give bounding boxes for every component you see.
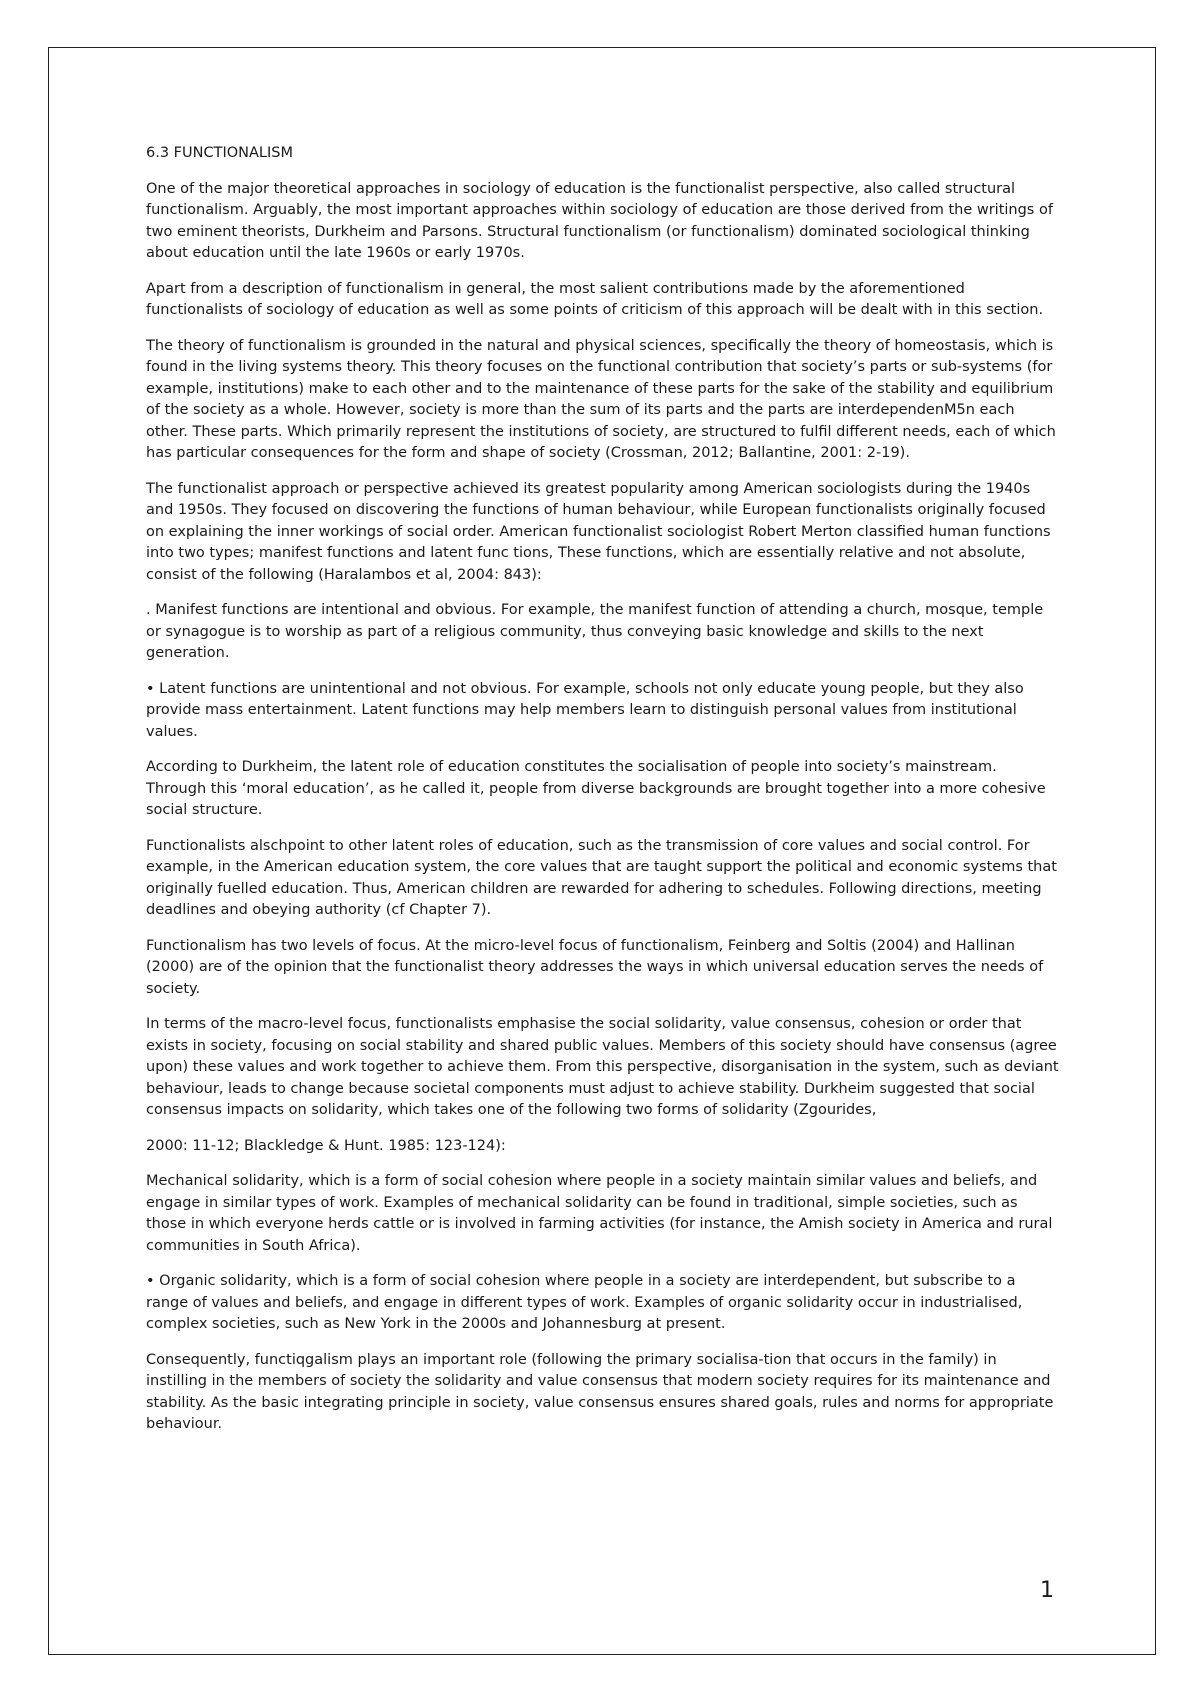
paragraph-mechanical-solidarity: Mechanical solidarity, which is a form of social cohesion where people in a society maintain similar values and beliefs, and engage in similar types of work. Examples of mechanical solidarity can be found in traditional, simple societies, such as those in which everyone herds cattle or is involved in farming activities (for instance, the Amish society in America and rural communities in South Africa). xyxy=(146,1173,1053,1254)
paragraph-core-values: Functionalists alschpoint to other latent roles of education, such as the transmission of core values and social control. For example, in the American education system, the core values that are taught support the political and economic systems that originally fuelled education. Thus, American children are rewarded for adhering to schedules. Following directions, meeting deadlines and obeying authority (cf Chapter 7). xyxy=(146,837,1057,918)
paragraph-macro-level: In terms of the macro-level focus, functionalists emphasise the social solidarity, value consensus, cohesion or order that exists in society, focusing on social stability and shared public values. Members of this society should have consensus (agree upon) these values and work together to achieve them. From this perspective, disorganisation in the system, such as deviant behaviour, leads to change because societal components must adjust to achieve stability. Durkheim suggested that social consensus impacts on solidarity, which takes one of the following two forms of solidarity (Zgourides, xyxy=(146,1016,1059,1118)
paragraph-american-sociologists: The functionalist approach or perspective achieved its greatest popularity among American sociologists during the 1940s and 1950s. They focused on discovering the functions of human behaviour, while European functionalists originally focused on explaining the inner workings of social order. American functionalist sociologist Robert Merton classified human functions into two types; manifest functions and latent func tions, These functions, which are essentially relative and not absolute, consist of the following (Haralambos et al, 2004: 843): xyxy=(146,480,1051,583)
paragraph-conclusion: Consequently, functiqgalism plays an important role (following the primary socialisa-tion that occurs in the family) in instilling in the members of society the solidarity and value consensus that modern society requires for its maintenance and stability. As the basic integrating principle in society, value consensus ensures shared goals, rules and norms for appropriate behaviour. xyxy=(146,1351,1054,1432)
paragraph-homeostasis: The theory of functionalism is grounded in the natural and physical sciences, specifically the theory of homeostasis, which is found in the living systems theory. This theory focuses on the functional contribution that society’s parts or sub-systems (for example, institutions) make to each other and to the maintenance of these parts for the sake of the stability and equilibrium of the society as a whole. However, society is more than the sum of its parts and the parts are interdependenM5n each other. These parts. Which primarily represent the institutions of society, are structured to fulfil different needs, each of which has particular consequences for the form and shape of society (Crossman, 2012; Ballantine, 2001: 2-19). xyxy=(146,337,1056,461)
page-number: 1 xyxy=(1040,1578,1054,1603)
paragraph-citation: 2000: 11-12; Blackledge & Hunt. 1985: 123-124): xyxy=(146,1137,506,1154)
paragraph-intro: One of the major theoretical approaches in sociology of education is the functionalist perspective, also called structural functionalism. Arguably, the most important approaches within sociology of education are those derived from the writings of two eminent theorists, Durkheim and Parsons. Structural functionalism (or functionalism) dominated sociological thinking about education until the late 1960s or early 1970s. xyxy=(146,180,1053,261)
paragraph-latent-functions: • Latent functions are unintentional and not obvious. For example, schools not only educate young people, but they also provide mass entertainment. Latent functions may help members learn to distinguish personal values from institutional values. xyxy=(146,680,1024,740)
paragraph-micro-level: Functionalism has two levels of focus. At the micro-level focus of functionalism, Feinberg and Soltis (2004) and Hallinan (2000) are of the opinion that the functionalist theory addresses the ways in which universal education serves the needs of society. xyxy=(146,937,1044,997)
section-heading: 6.3 FUNCTIONALISM xyxy=(146,145,293,161)
paragraph-organic-solidarity: • Organic solidarity, which is a form of social cohesion where people in a society are interdependent, but subscribe to a range of values and beliefs, and engage in different types of work. Examples of organic solidarity occur in industrialised, complex societies, such as New York in the 2000s and Johannesburg at present. xyxy=(146,1273,1023,1332)
document-body xyxy=(146,143,1061,1450)
paragraph-overview: Apart from a description of functionalism in general, the most salient contributions made by the aforementioned functionalists of sociology of education as well as some points of criticism of this approach will be dealt with in this section. xyxy=(146,280,1044,318)
paragraph-manifest-functions: . Manifest functions are intentional and obvious. For example, the manifest function of attending a church, mosque, temple or synagogue is to worship as part of a religious community, thus conveying basic knowledge and skills to the next generation. xyxy=(146,602,1044,661)
paragraph-durkheim-latent-role: According to Durkheim, the latent role of education constitutes the socialisation of people into society’s mainstream. Through this ‘moral education’, as he called it, people from diverse backgrounds are brought together into a more cohesive social structure. xyxy=(146,759,1046,818)
